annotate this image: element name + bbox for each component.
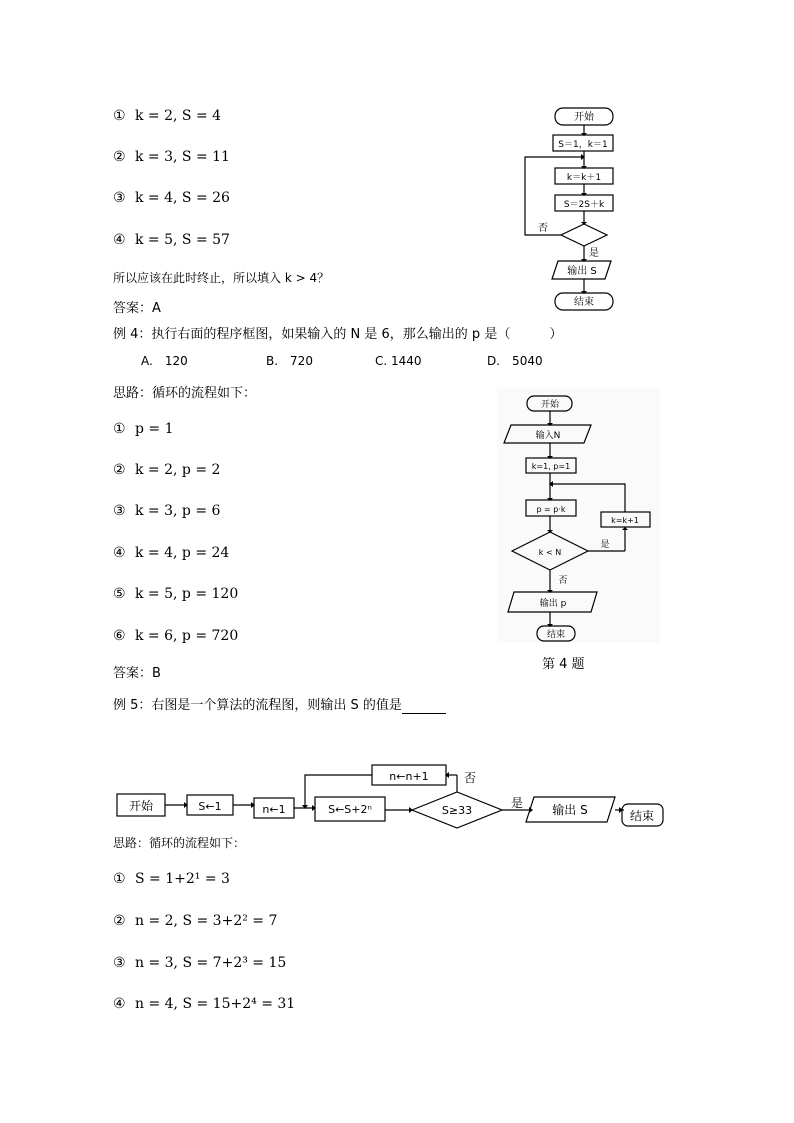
flow-start-label: 开始 — [574, 112, 594, 123]
ex4-step-4: ④ k = 4, p = 24 — [113, 545, 230, 561]
flow-inc-label: n←n+1 — [389, 770, 429, 783]
ex3-conclusion: 所以应该在此时终止，所以填入 k > 4？ — [113, 271, 330, 285]
ex5-flowchart — [112, 760, 672, 830]
flow-init-label: k=1, p=1 — [531, 462, 571, 471]
ex5-step-1: ① S = 1+2¹ = 3 — [113, 871, 230, 887]
ex4-step-3: ③ k = 3, p = 6 — [113, 503, 221, 519]
ex4-idea: 思路：循环的流程如下： — [113, 386, 257, 401]
ex4-step-1: ① p = 1 — [113, 421, 174, 437]
ex4-step-6: ⑥ k = 6, p = 720 — [113, 628, 239, 644]
flow-yes-label: 是 — [510, 796, 524, 810]
flow-update-label: p = p·k — [536, 505, 566, 514]
ex5-question: 例 5：右图是一个算法的流程图，则输出 S 的值是 — [113, 698, 446, 714]
flow-inc-label: k＝k＋1 — [566, 173, 602, 183]
flow-output-label: 输出 p — [539, 599, 567, 609]
ex4-option-a: A. 120 — [141, 354, 188, 368]
ex4-step-2: ② k = 2, p = 2 — [113, 462, 221, 478]
flow-decision — [561, 224, 607, 246]
flow-n-init-label: n←1 — [262, 803, 286, 816]
ex5-step-2: ② n = 2, S = 3+2² = 7 — [113, 913, 278, 929]
flow-output-label: 输出 S — [567, 266, 597, 277]
ex4-option-d: D. 5040 — [487, 354, 543, 368]
ex4-option-b: B. 720 — [266, 354, 313, 368]
flow-input-label: 输入N — [535, 431, 561, 441]
flow-yes-label: 是 — [589, 248, 599, 259]
flow-start-label: 开始 — [128, 799, 154, 813]
flow-cond-label: k < N — [538, 548, 562, 557]
flow-yes-label: 是 — [600, 540, 610, 550]
flow-end-label: 结束 — [574, 297, 594, 308]
ex3-flowchart — [518, 100, 628, 315]
ex4-option-c: C. 1440 — [375, 354, 422, 368]
flow-update-label: S＝2S＋k — [563, 200, 605, 210]
ex5-step-3: ③ n = 3, S = 7+2³ = 15 — [113, 955, 287, 971]
flow-cond-label: S≥33 — [441, 804, 473, 817]
ex3-step-4: ④ k = 5, S = 57 — [113, 232, 230, 248]
ex3-answer: 答案：A — [113, 301, 161, 316]
flow-init-label: S＝1，k＝1 — [558, 140, 608, 150]
ex5-idea: 思路：循环的流程如下： — [113, 836, 246, 850]
ex4-caption: 第 4 题 — [542, 657, 585, 672]
ex3-step-2: ② k = 3, S = 11 — [113, 149, 230, 165]
flow-no-label: 否 — [463, 771, 477, 785]
flow-update-label: S←S+2ⁿ — [328, 803, 372, 816]
flow-s-init-label: S←1 — [198, 800, 222, 813]
flow-no-label: 否 — [538, 223, 548, 234]
ex3-step-3: ③ k = 4, S = 26 — [113, 190, 230, 206]
flow-end-label: 结束 — [546, 630, 566, 640]
ex4-answer: 答案：B — [113, 666, 161, 681]
flow-output-label: 输出 S — [552, 803, 588, 817]
ex5-step-4: ④ n = 4, S = 15+2⁴ = 31 — [113, 996, 296, 1012]
flow-inc-label: k=k+1 — [611, 516, 639, 525]
ex3-step-1: ① k = 2, S = 4 — [113, 108, 222, 124]
flow-end-label: 结束 — [629, 809, 655, 823]
ex4-step-5: ⑤ k = 5, p = 120 — [113, 586, 239, 602]
ex4-question: 例 4：执行右面的程序框图，如果输入的 N 是 6，那么输出的 p 是（ ） — [113, 327, 563, 342]
flow-start-label: 开始 — [540, 400, 560, 410]
answer-blank — [402, 701, 446, 714]
flow-no-label: 否 — [558, 576, 568, 586]
ex4-flowchart — [497, 388, 660, 643]
